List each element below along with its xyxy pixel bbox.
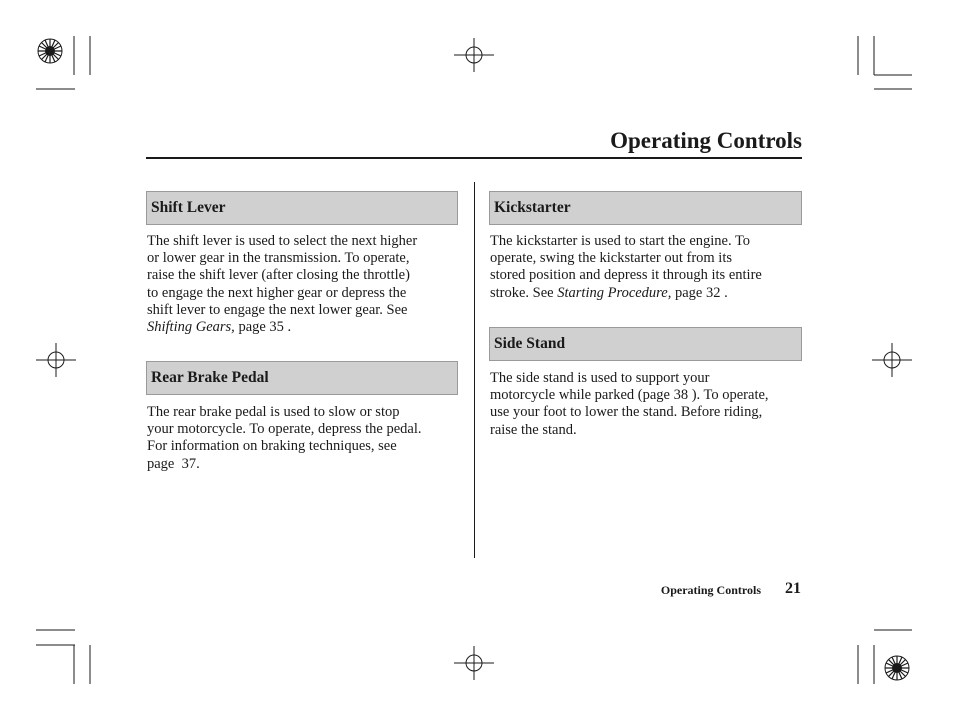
registration-crosshair-icon [36,343,76,377]
section-heading-shift-lever: Shift Lever [146,191,458,225]
text-line: stored position and depress it through its entire [490,267,762,284]
text-line [147,319,467,336]
title-rule [146,157,802,159]
side-stand-paragraph [490,370,810,439]
text-line [490,285,810,302]
text-line: raise the shift lever (after closing the throttle) [147,267,410,284]
page-reference: page 35 . [234,319,292,336]
rear-brake-paragraph [147,404,467,473]
text-fragment: stroke. See [490,284,558,301]
shift-lever-paragraph [147,233,467,336]
text-line: shift lever to engage the next lower gear. See [147,301,408,318]
section-heading-rear-brake-pedal: Rear Brake Pedal [146,361,458,395]
kickstarter-paragraph [490,233,810,302]
page-reference: page 32 . [671,284,728,301]
text-line: The shift lever is used to select the next higher [147,233,418,249]
footer-section-label: Operating Controls [660,583,761,597]
text-line: The kickstarter is used to start the engine. To [490,233,751,249]
cross-reference-link: Shifting Gears, [147,319,235,336]
page-title: Operating Controls [610,128,802,153]
text-line: page 37. [147,455,200,472]
registration-crosshair-icon [454,646,494,680]
text-line: your motorcycle. To operate, depress the pedal. [147,421,422,438]
starburst-target-icon [885,656,909,680]
section-heading-side-stand: Side Stand [489,327,802,361]
cross-reference-link: Starting Procedure, [557,284,672,301]
text-line: or lower gear in the transmission. To operate, [147,250,410,267]
text-line: operate, swing the kickstarter out from its [490,250,733,267]
text-line: The rear brake pedal is used to slow or stop [147,404,400,420]
registration-crosshair-icon [454,38,494,72]
page-number: 21 [785,580,801,597]
text-line: motorcycle while parked (page 38 ). To operate, [490,387,769,404]
starburst-target-icon [38,39,62,63]
text-line: use your foot to lower the stand. Before riding, [490,404,763,421]
text-line: The side stand is used to support your [490,370,710,386]
registration-crosshair-icon [872,343,912,377]
text-line: to engage the next higher gear or depress the [147,284,407,301]
column-divider [474,182,475,558]
text-line: For information on braking techniques, see [147,438,397,455]
text-line: raise the stand. [490,421,577,438]
section-heading-kickstarter: Kickstarter [489,191,802,225]
